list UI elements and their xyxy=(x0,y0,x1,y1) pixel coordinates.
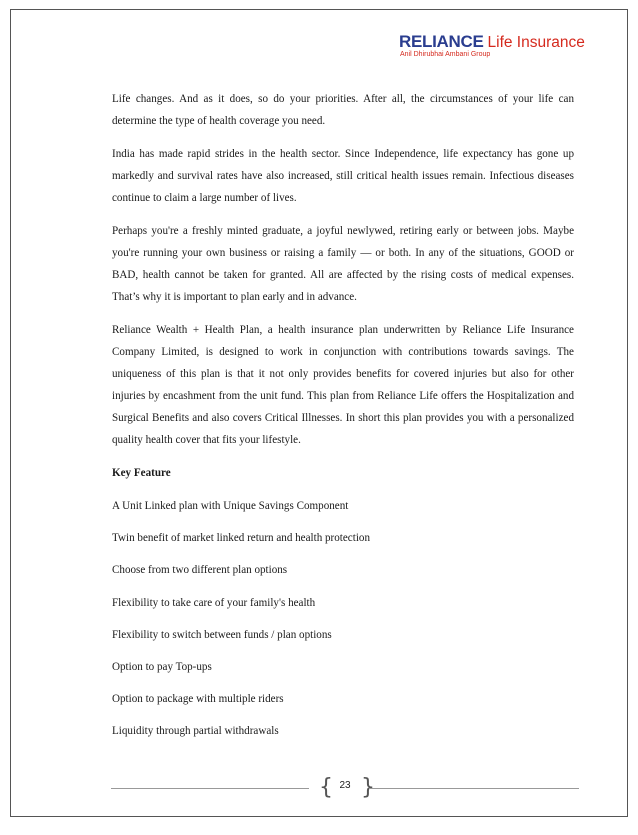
paragraph-plan-description: Reliance Wealth + Health Plan, a health insurance plan underwritten by Reliance Life Insurance Company Limited, is designed to work in conjunction with contributions towards savings. The uniqueness of this plan is that it not only provides benefits for covered injuries but also for other injuries by encashment from the unit fund. This plan from Reliance Life offers the Hospitalization and Surgical Benefits and also covers Critical Illnesses. In short this plan provides you with a personalized quality health cover that fits your lifestyle. xyxy=(112,324,574,446)
logo-brand: RELIANCE xyxy=(399,32,484,51)
logo-group-name: Anil Dhirubhai Ambani Group xyxy=(400,51,491,58)
reliance-life-insurance-logo xyxy=(399,32,599,66)
right-brace-icon: } xyxy=(361,775,375,800)
feature-item: Twin benefit of market linked return and health protection xyxy=(112,532,370,545)
footer-rule-left xyxy=(111,788,309,789)
paragraph-health-sector: India has made rapid strides in the health sector. Since Independence, life expectancy has gone up markedly and survival rates have also increased, still critical health issues remain. Infectious diseases continue to claim a large number of lives. xyxy=(112,148,574,204)
feature-item: Option to pay Top-ups xyxy=(112,660,212,673)
feature-item: Flexibility to switch between funds / plan options xyxy=(112,628,332,641)
logo-product: Life Insurance xyxy=(487,34,585,51)
page-number: 23 xyxy=(339,780,351,791)
footer-rule-right xyxy=(369,788,579,789)
paragraph-perhaps: Perhaps you're a freshly minted graduate, a joyful newlywed, retiring early or between jobs. Maybe you're running your own business or raising a family — or both. In any of the situations, GOOD or BAD, health cannot be taken for granted. All are affected by the rising costs of medical expenses. That’s why it is important to plan early and in advance. xyxy=(112,225,574,303)
left-brace-icon: { xyxy=(319,775,333,800)
paragraph-life-changes: Life changes. And as it does, so do your priorities. After all, the circumstances of your life can determine the type of health coverage you need. xyxy=(112,93,574,127)
feature-item: Flexibility to take care of your family's health xyxy=(112,596,316,609)
feature-item: Choose from two different plan options xyxy=(112,564,288,577)
page-footer xyxy=(111,776,579,802)
page-content xyxy=(112,88,574,753)
key-feature-list xyxy=(112,495,574,742)
document-page xyxy=(10,9,628,817)
feature-item: A Unit Linked plan with Unique Savings Component xyxy=(112,500,349,512)
feature-item: Option to package with multiple riders xyxy=(112,693,284,706)
feature-item: Liquidity through partial withdrawals xyxy=(112,725,279,738)
logo-brand-line xyxy=(399,32,599,52)
key-feature-heading: Key Feature xyxy=(112,467,171,479)
